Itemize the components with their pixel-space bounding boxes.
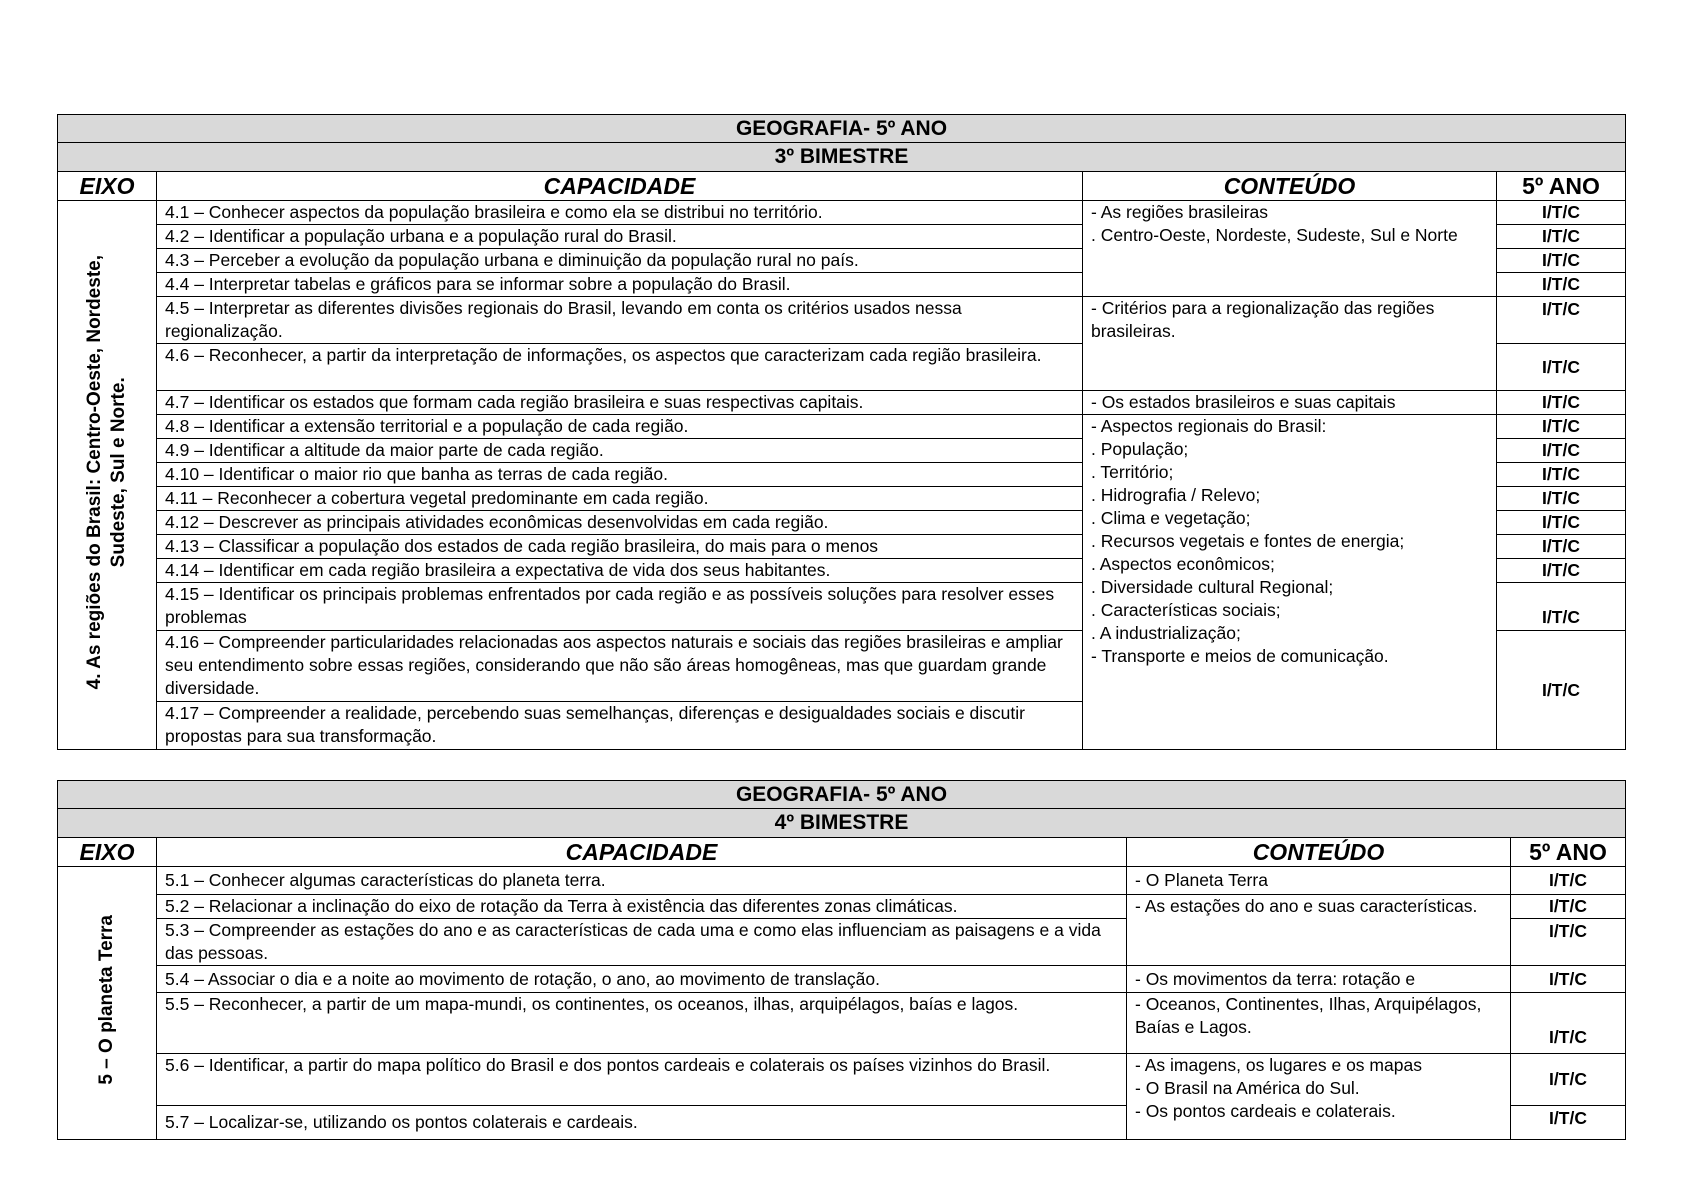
capacidade-cell: 4.13 – Classificar a população dos estados de cada região brasileira, do mais para o menos bbox=[157, 535, 1083, 559]
capacidade-cell: 4.11 – Reconhecer a cobertura vegetal predominante em cada região. bbox=[157, 487, 1083, 511]
ano-cell: I/T/C bbox=[1497, 463, 1626, 487]
conteudo-header: CONTEÚDO bbox=[1127, 838, 1511, 867]
eixo-label: 4. As regiões do Brasil: Centro-Oeste, Nordeste, Sudeste, Sul e Norte. bbox=[84, 254, 129, 690]
capacidade-cell: 4.7 – Identificar os estados que formam cada região brasileira e suas respectivas capitais. bbox=[157, 391, 1083, 415]
ano-cell: I/T/C bbox=[1497, 391, 1626, 415]
ano-cell: I/T/C bbox=[1497, 511, 1626, 535]
table-subtitle: 3º BIMESTRE bbox=[58, 143, 1626, 172]
eixo-cell bbox=[58, 201, 157, 750]
capacidade-cell: 4.12 – Descrever as principais atividades econômicas desenvolvidas em cada região. bbox=[157, 511, 1083, 535]
ano-cell: I/T/C bbox=[1511, 895, 1626, 919]
ano-cell: I/T/C bbox=[1511, 993, 1626, 1054]
ano-header: 5º ANO bbox=[1511, 838, 1626, 867]
table-subtitle: 4º BIMESTRE bbox=[58, 809, 1626, 838]
conteudo-cell: - Os movimentos da terra: rotação e bbox=[1127, 966, 1511, 993]
conteudo-cell: - As imagens, os lugares e os mapas - O Brasil na América do Sul. - Os pontos cardeais e colaterais. bbox=[1127, 1054, 1511, 1140]
capacidade-cell: 4.14 – Identificar em cada região brasileira a expectativa de vida dos seus habitantes. bbox=[157, 559, 1083, 583]
capacidade-cell: 5.2 – Relacionar a inclinação do eixo de rotação da Terra à existência das diferentes zonas climáticas. bbox=[157, 895, 1127, 919]
ano-cell: I/T/C bbox=[1497, 344, 1626, 391]
eixo-header: EIXO bbox=[58, 172, 157, 201]
capacidade-cell: 5.7 – Localizar-se, utilizando os pontos colaterais e cardeais. bbox=[157, 1106, 1127, 1140]
curriculum-table-4th-bimester bbox=[57, 780, 1626, 1140]
conteudo-cell: - Critérios para a regionalização das regiões brasileiras. bbox=[1083, 297, 1497, 391]
conteudo-cell: - Aspectos regionais do Brasil: . População; . Território; . Hidrografia / Relevo; . Clima e vegetação; . Recursos vegetais e fontes de energia; . Aspectos econômicos; . Diversidade cultural Regional; . Características sociais; . A industrialização; - Transporte e meios de comunicação. bbox=[1083, 415, 1497, 750]
capacidade-cell: 5.1 – Conhecer algumas características do planeta terra. bbox=[157, 867, 1127, 895]
capacidade-cell: 5.4 – Associar o dia e a noite ao movimento de rotação, o ano, ao movimento de translação. bbox=[157, 966, 1127, 993]
ano-cell: I/T/C bbox=[1511, 867, 1626, 895]
ano-cell: I/T/C bbox=[1497, 631, 1626, 750]
capacidade-cell: 4.1 – Conhecer aspectos da população brasileira e como ela se distribui no território. bbox=[157, 201, 1083, 225]
capacidade-cell: 4.10 – Identificar o maior rio que banha as terras de cada região. bbox=[157, 463, 1083, 487]
table-title: GEOGRAFIA- 5º ANO bbox=[58, 115, 1626, 143]
ano-cell: I/T/C bbox=[1497, 273, 1626, 297]
conteudo-cell: - As estações do ano e suas características. bbox=[1127, 895, 1511, 966]
capacidade-cell: 5.3 – Compreender as estações do ano e as características de cada uma e como elas influenciam as paisagens e a vida das pessoas. bbox=[157, 919, 1127, 966]
conteudo-cell: - O Planeta Terra bbox=[1127, 867, 1511, 895]
capacidade-cell: 4.9 – Identificar a altitude da maior parte de cada região. bbox=[157, 439, 1083, 463]
ano-cell: I/T/C bbox=[1511, 919, 1626, 966]
ano-cell: I/T/C bbox=[1497, 583, 1626, 631]
ano-cell: I/T/C bbox=[1511, 1106, 1626, 1140]
capacidade-cell: 4.6 – Reconhecer, a partir da interpretação de informações, os aspectos que caracterizam cada região brasileira. bbox=[157, 344, 1083, 391]
eixo-cell bbox=[58, 867, 157, 1140]
ano-cell: I/T/C bbox=[1511, 966, 1626, 993]
capacidade-cell: 5.5 – Reconhecer, a partir de um mapa-mundi, os continentes, os oceanos, ilhas, arquipélagos, baías e lagos. bbox=[157, 993, 1127, 1054]
conteudo-cell: - As regiões brasileiras . Centro-Oeste, Nordeste, Sudeste, Sul e Norte bbox=[1083, 201, 1497, 297]
capacidade-cell: 4.4 – Interpretar tabelas e gráficos para se informar sobre a população do Brasil. bbox=[157, 273, 1083, 297]
capacidade-header: CAPACIDADE bbox=[157, 838, 1127, 867]
ano-cell: I/T/C bbox=[1497, 249, 1626, 273]
ano-cell: I/T/C bbox=[1497, 559, 1626, 583]
ano-cell: I/T/C bbox=[1497, 487, 1626, 511]
ano-cell: I/T/C bbox=[1497, 415, 1626, 439]
capacidade-cell: 4.16 – Compreender particularidades relacionadas aos aspectos naturais e sociais das regiões brasileiras e ampliar seu entendimento sobre essas regiões, considerando que não são áreas homogêneas, mas que guardam grande diversidade. bbox=[157, 631, 1083, 702]
conteudo-header: CONTEÚDO bbox=[1083, 172, 1497, 201]
conteudo-cell: - Os estados brasileiros e suas capitais bbox=[1083, 391, 1497, 415]
capacidade-header: CAPACIDADE bbox=[157, 172, 1083, 201]
curriculum-table-3rd-bimester bbox=[57, 114, 1626, 750]
ano-cell: I/T/C bbox=[1497, 439, 1626, 463]
eixo-header: EIXO bbox=[58, 838, 157, 867]
conteudo-cell: - Oceanos, Continentes, Ilhas, Arquipélagos, Baías e Lagos. bbox=[1127, 993, 1511, 1054]
eixo-label: 5 – O planeta Terra bbox=[96, 915, 117, 1085]
ano-cell: I/T/C bbox=[1497, 225, 1626, 249]
capacidade-cell: 4.5 – Interpretar as diferentes divisões regionais do Brasil, levando em conta os critérios usados nessa regionalização. bbox=[157, 297, 1083, 344]
capacidade-cell: 5.6 – Identificar, a partir do mapa político do Brasil e dos pontos cardeais e colaterais os países vizinhos do Brasil. bbox=[157, 1054, 1127, 1106]
ano-cell: I/T/C bbox=[1497, 535, 1626, 559]
ano-cell: I/T/C bbox=[1497, 297, 1626, 344]
capacidade-cell: 4.2 – Identificar a população urbana e a população rural do Brasil. bbox=[157, 225, 1083, 249]
capacidade-cell: 4.15 – Identificar os principais problemas enfrentados por cada região e as possíveis soluções para resolver esses problemas bbox=[157, 583, 1083, 631]
capacidade-cell: 4.8 – Identificar a extensão territorial e a população de cada região. bbox=[157, 415, 1083, 439]
ano-header: 5º ANO bbox=[1497, 172, 1626, 201]
ano-cell: I/T/C bbox=[1511, 1054, 1626, 1106]
capacidade-cell: 4.3 – Perceber a evolução da população urbana e diminuição da população rural no país. bbox=[157, 249, 1083, 273]
table-title: GEOGRAFIA- 5º ANO bbox=[58, 781, 1626, 809]
ano-cell: I/T/C bbox=[1497, 201, 1626, 225]
capacidade-cell: 4.17 – Compreender a realidade, percebendo suas semelhanças, diferenças e desigualdades sociais e discutir propostas para sua transformação. bbox=[157, 702, 1083, 750]
